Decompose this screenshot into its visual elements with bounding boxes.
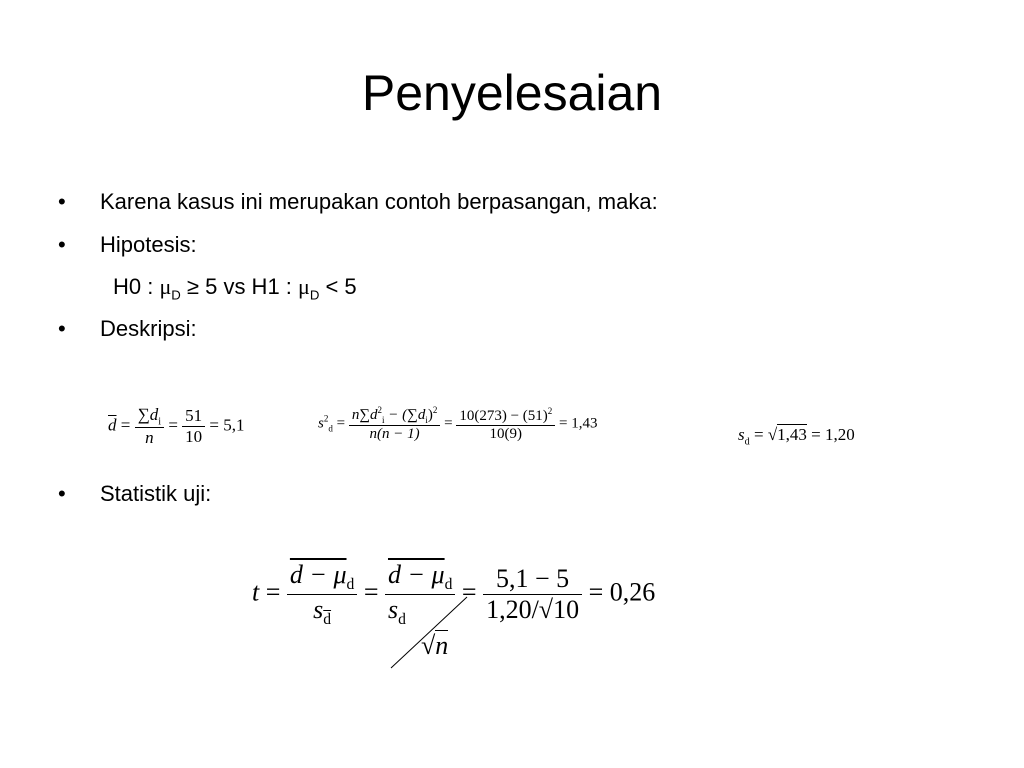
sd-radicand: 1,43 bbox=[777, 425, 807, 444]
dbar-value-num: 51 bbox=[185, 406, 203, 426]
t-num2-sub: d bbox=[444, 576, 453, 594]
bullet-text-3: Deskripsi: bbox=[100, 316, 197, 341]
bullet-text-2: Hipotesis: bbox=[100, 232, 197, 257]
dbar-lhs: $\overline{d}$ bbox=[108, 415, 117, 435]
t-result: = 0,26 bbox=[588, 577, 656, 607]
slide-title: Penyelesaian bbox=[361, 65, 663, 121]
bullet-marker: • bbox=[58, 189, 66, 214]
h0-relation: ≥ 5 vs H1 : bbox=[180, 274, 299, 299]
dbar-value-fraction bbox=[182, 406, 205, 447]
formula-variance bbox=[318, 405, 598, 443]
mu-symbol: μ bbox=[298, 274, 310, 299]
bullet-text-1: Karena kasus ini merupakan contoh berpasangan, maka: bbox=[100, 189, 658, 214]
formula-sd bbox=[738, 425, 855, 447]
variance-lhs: s bbox=[318, 415, 324, 432]
t-den1-sub: d bbox=[323, 611, 332, 629]
variance-num-rest2: ) bbox=[427, 407, 433, 423]
variance-value-num-sup: 2 bbox=[547, 405, 553, 416]
bullet-text-4: Statistik uji: bbox=[100, 481, 212, 506]
equals-sign: = bbox=[461, 577, 477, 607]
variance-num-rest-sup: 2 bbox=[432, 405, 438, 415]
variance-result: = 1,43 bbox=[559, 415, 598, 432]
t-num1-sub: d bbox=[346, 576, 355, 594]
t-num1: d − μ bbox=[289, 560, 347, 589]
t-fraction-2 bbox=[385, 560, 455, 665]
equals-sign: = bbox=[336, 415, 346, 432]
sqrt-symbol: √ bbox=[420, 631, 436, 661]
dbar-value-den: 10 bbox=[182, 426, 205, 447]
t-den3-root: 10 bbox=[553, 595, 580, 625]
variance-fraction bbox=[349, 405, 441, 443]
dbar-denominator: n bbox=[145, 428, 154, 448]
sd-lhs: s bbox=[738, 425, 745, 444]
dbar-numerator: ∑d bbox=[137, 405, 159, 424]
t-num2: d − μ bbox=[387, 560, 445, 589]
t-den2-root-wrap bbox=[421, 631, 448, 661]
t-den2: s bbox=[387, 595, 399, 625]
formula-t bbox=[252, 560, 655, 665]
mu-symbol: μ bbox=[159, 274, 172, 299]
t-num3: 5,1 − 5 bbox=[495, 564, 570, 594]
equals-sign: = bbox=[120, 415, 131, 435]
dbar-fraction bbox=[135, 405, 164, 448]
dbar-result: = 5,1 bbox=[209, 415, 245, 435]
dbar-num-sub: i bbox=[158, 416, 162, 428]
t-den2-root: n bbox=[435, 631, 449, 661]
equals-sign: = bbox=[363, 577, 379, 607]
h1-relation: < 5 bbox=[319, 274, 357, 299]
variance-num-sup: 2 bbox=[377, 405, 383, 415]
bullet-marker: • bbox=[58, 316, 66, 341]
mu-subscript: D bbox=[309, 287, 320, 303]
t-den1: s bbox=[313, 595, 324, 625]
variance-num: n∑d bbox=[351, 407, 378, 423]
variance-value-num: 10(273) − (51) bbox=[459, 407, 548, 424]
variance-lhs-sup: 2 bbox=[323, 413, 329, 424]
formula-dbar bbox=[108, 405, 245, 448]
variance-value-den: 10(9) bbox=[456, 425, 555, 443]
t-fraction-1 bbox=[287, 560, 357, 629]
sqrt-symbol: √ bbox=[767, 425, 778, 444]
sqrt-symbol: √ bbox=[538, 595, 554, 625]
variance-num-sub: i bbox=[425, 415, 428, 425]
sd-lhs-sub: d bbox=[744, 436, 750, 448]
hypothesis-line bbox=[113, 274, 357, 302]
variance-num-rest: − (∑d bbox=[384, 407, 426, 423]
t-fraction-3 bbox=[483, 564, 582, 625]
variance-num-sub: i bbox=[382, 415, 385, 425]
bullet-marker: • bbox=[58, 481, 66, 506]
t-symbol: t bbox=[252, 577, 260, 607]
variance-den: n(n − 1) bbox=[369, 426, 420, 442]
equals-sign: = bbox=[168, 415, 178, 435]
equals-sign: = bbox=[444, 415, 453, 432]
t-den3: 1,20/ bbox=[486, 595, 539, 625]
mu-subscript: D bbox=[171, 287, 181, 303]
t-den2-sub: d bbox=[398, 611, 406, 629]
bullet-marker: • bbox=[58, 232, 66, 257]
variance-value-fraction bbox=[456, 406, 555, 443]
h0-prefix: H0 : bbox=[113, 274, 160, 299]
variance-lhs-sub: d bbox=[328, 423, 333, 434]
sd-result: = 1,20 bbox=[811, 425, 855, 444]
equals-sign: = bbox=[753, 425, 764, 444]
equals-sign: = bbox=[265, 577, 281, 607]
